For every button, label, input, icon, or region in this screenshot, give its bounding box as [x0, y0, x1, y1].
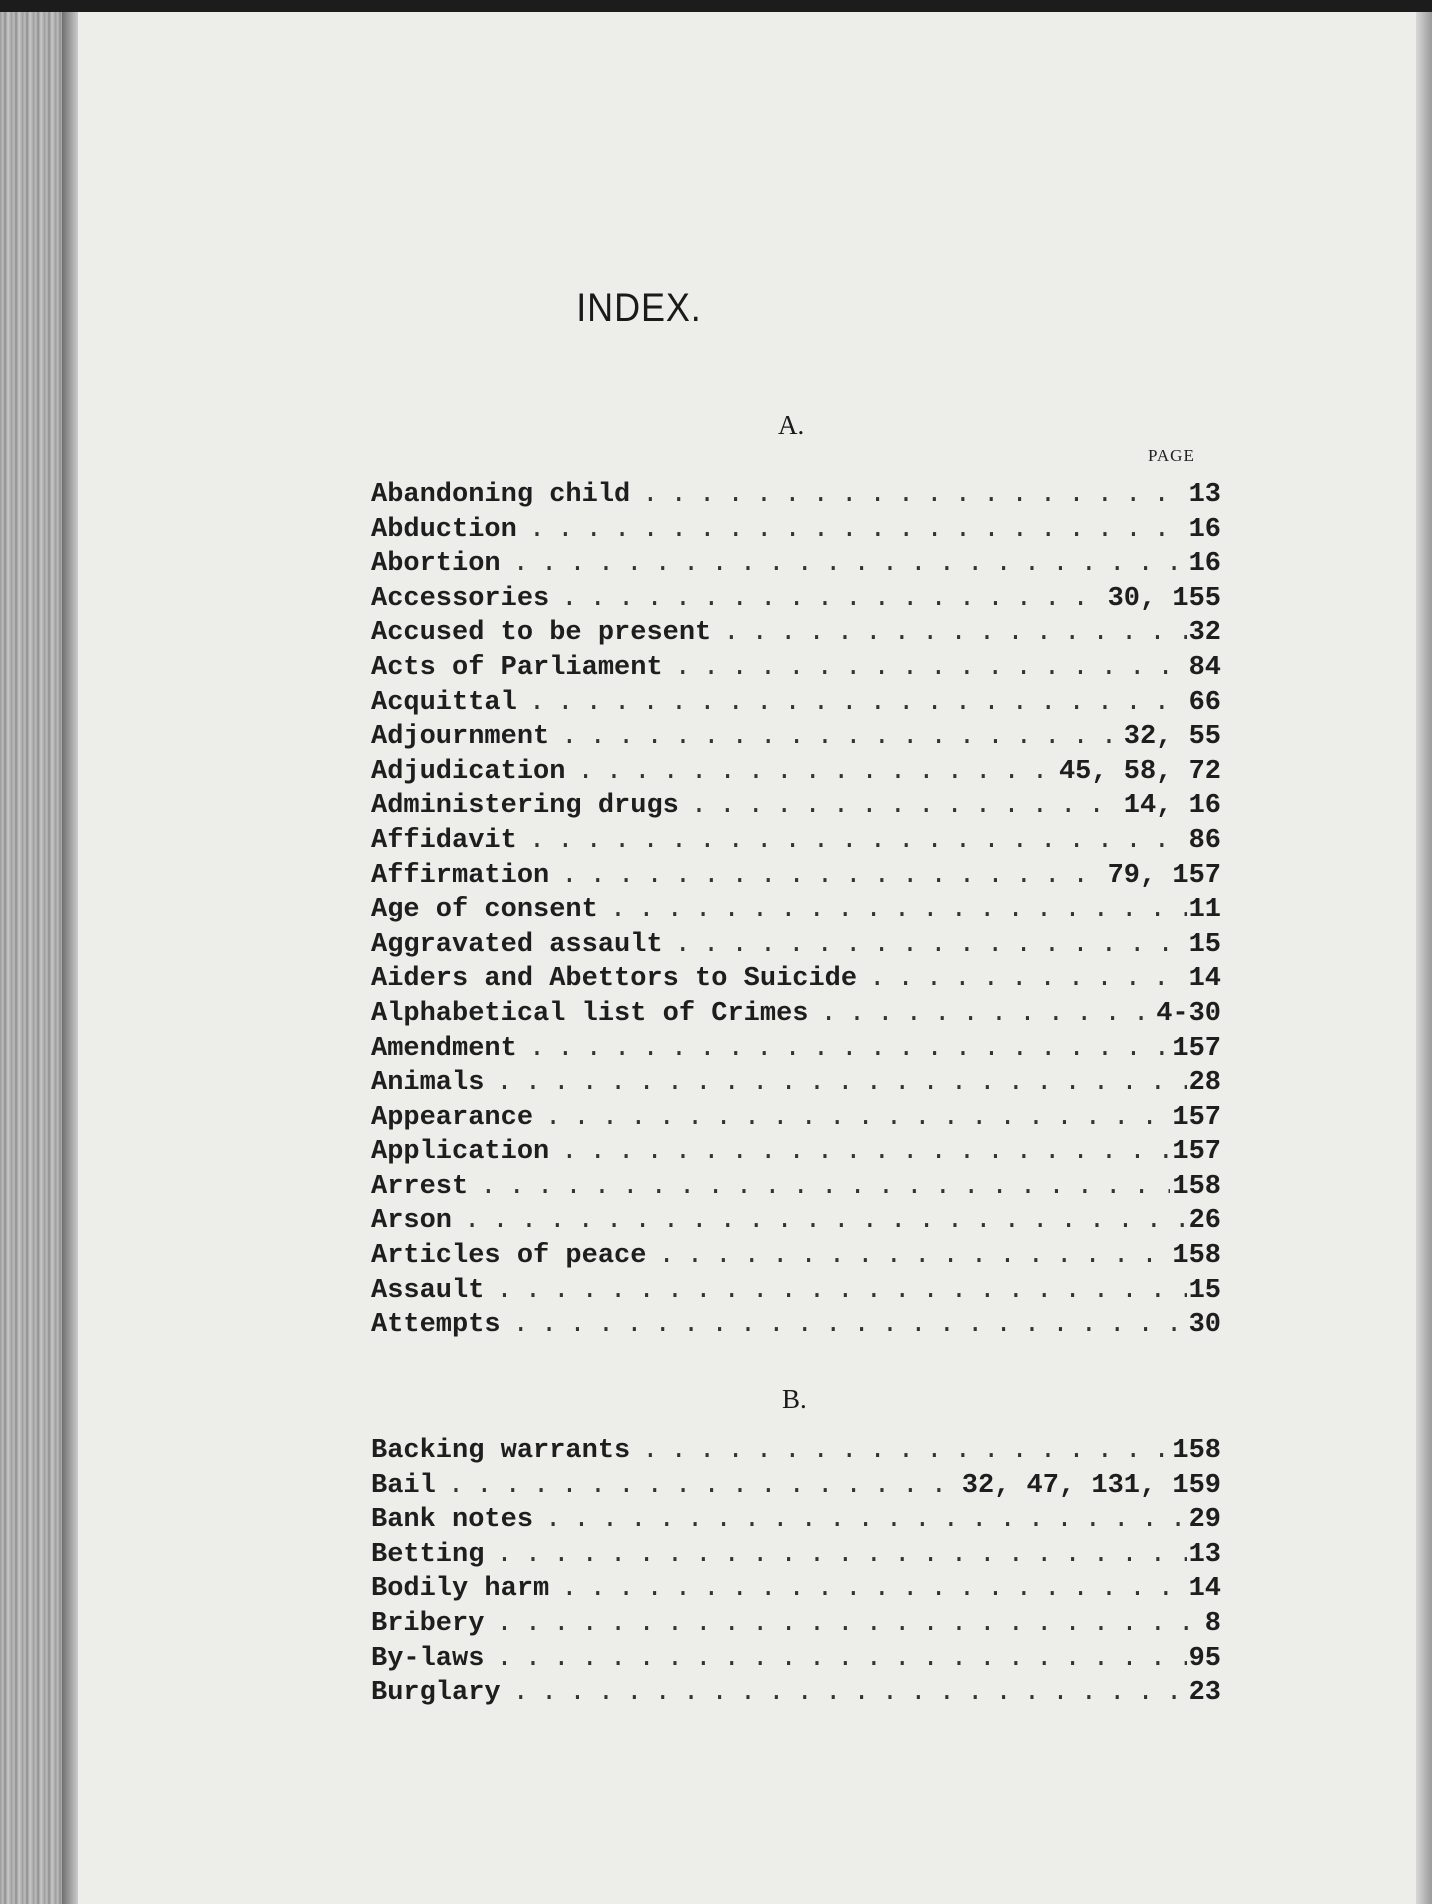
dot-leader	[529, 513, 1187, 548]
index-entry	[371, 893, 1221, 928]
index-page-numbers: 157	[1172, 1102, 1221, 1133]
index-page-numbers: 11	[1188, 895, 1221, 926]
index-term: Burglary	[371, 1678, 501, 1709]
index-term: Attempts	[371, 1310, 501, 1341]
index-term: Backing warrants	[371, 1436, 631, 1466]
index-page-numbers: 15	[1188, 1275, 1221, 1306]
index-term: Articles of peace	[371, 1241, 647, 1272]
index-entry	[371, 1469, 1221, 1504]
index-term: Adjournment	[371, 722, 550, 753]
index-entry	[371, 1101, 1221, 1136]
index-term: Alphabetical list of Crimes	[371, 998, 809, 1029]
index-entry	[371, 686, 1221, 721]
index-page-numbers: 8	[1204, 1608, 1221, 1639]
index-term: Amendment	[371, 1033, 517, 1064]
index-page-numbers: 158	[1172, 1241, 1221, 1272]
index-page-numbers: 45, 58, 72	[1058, 756, 1221, 787]
index-page-numbers: 158	[1172, 1436, 1221, 1466]
dot-leader	[529, 686, 1187, 721]
index-page-numbers: 158	[1172, 1171, 1221, 1202]
index-term: Abortion	[371, 549, 501, 580]
index-page-numbers: 79, 157	[1107, 860, 1221, 891]
index-page-numbers: 14	[1188, 1574, 1221, 1605]
section-heading-b: B.	[782, 1384, 807, 1414]
index-page-numbers: 32	[1188, 618, 1221, 649]
dot-leader	[675, 928, 1187, 963]
index-entry	[371, 478, 1221, 513]
index-list-b	[371, 1434, 1221, 1711]
page-title: INDEX.	[576, 286, 702, 330]
index-entry	[371, 1135, 1221, 1170]
index-term: Acquittal	[371, 687, 517, 718]
dot-leader	[561, 859, 1105, 894]
index-page-numbers: 84	[1188, 652, 1221, 683]
dot-leader	[545, 1503, 1187, 1538]
index-entry	[371, 789, 1221, 824]
index-entry	[371, 1538, 1221, 1573]
index-page-numbers: 16	[1188, 514, 1221, 545]
index-entry	[371, 616, 1221, 651]
dot-leader	[642, 1434, 1170, 1469]
index-entry	[371, 928, 1221, 963]
index-term: Bodily harm	[371, 1574, 550, 1605]
dot-leader	[448, 1469, 960, 1504]
index-entry	[371, 1676, 1221, 1711]
index-term: Betting	[371, 1539, 485, 1570]
right-page-edge	[1416, 12, 1432, 1904]
index-entry	[371, 962, 1221, 997]
dot-leader	[529, 824, 1187, 859]
index-entry	[371, 547, 1221, 582]
index-term: Appearance	[371, 1102, 534, 1133]
dot-leader	[480, 1170, 1170, 1205]
dot-leader	[675, 651, 1187, 686]
dot-leader	[723, 616, 1186, 651]
index-entry	[371, 1308, 1221, 1343]
index-term: Abandoning child	[371, 480, 631, 510]
dot-leader	[496, 1538, 1186, 1573]
index-entry	[371, 997, 1221, 1032]
index-term: Bail	[371, 1470, 436, 1501]
dot-leader	[496, 1274, 1186, 1309]
index-page-numbers: 14	[1188, 964, 1221, 995]
index-entry	[371, 1204, 1221, 1239]
dot-leader	[529, 1032, 1171, 1067]
index-term: Aggravated assault	[371, 929, 663, 960]
index-term: Affidavit	[371, 825, 517, 856]
index-entry	[371, 1066, 1221, 1101]
index-page-numbers: 29	[1188, 1505, 1221, 1536]
index-term: Aiders and Abettors to Suicide	[371, 964, 858, 995]
dot-leader	[513, 1308, 1187, 1343]
index-page-numbers: 23	[1188, 1678, 1221, 1709]
dot-leader	[496, 1066, 1186, 1101]
index-term: Accused to be present	[371, 618, 712, 649]
index-entry	[371, 720, 1221, 755]
dot-leader	[513, 1676, 1187, 1711]
dot-leader	[642, 478, 1186, 513]
index-page-numbers: 4-30	[1156, 998, 1221, 1029]
index-page-numbers: 66	[1188, 687, 1221, 718]
index-term: Bribery	[371, 1608, 485, 1639]
dot-leader	[869, 962, 1187, 997]
dot-leader	[496, 1607, 1202, 1642]
index-page-numbers: 28	[1188, 1068, 1221, 1099]
dot-leader	[545, 1101, 1170, 1136]
index-term: Bank notes	[371, 1505, 534, 1536]
index-term: Animals	[371, 1068, 485, 1099]
dot-leader	[561, 1572, 1186, 1607]
index-entry	[371, 1032, 1221, 1067]
index-page-numbers: 32, 47, 131, 159	[961, 1470, 1221, 1501]
index-page-numbers: 30	[1188, 1310, 1221, 1341]
index-entry	[371, 1239, 1221, 1274]
index-entry	[371, 1642, 1221, 1677]
index-entry	[371, 859, 1221, 894]
dot-leader	[464, 1204, 1187, 1239]
dot-leader	[820, 997, 1154, 1032]
dot-leader	[561, 582, 1105, 617]
index-entry	[371, 1572, 1221, 1607]
index-page-numbers: 26	[1188, 1206, 1221, 1237]
index-entry	[371, 755, 1221, 790]
index-page-numbers: 157	[1172, 1033, 1221, 1064]
index-term: Adjudication	[371, 756, 566, 787]
dot-leader	[513, 547, 1187, 582]
index-page-numbers: 157	[1172, 1137, 1221, 1168]
scan-top-border	[0, 0, 1432, 12]
section-heading-a: A.	[778, 410, 805, 440]
index-term: Age of consent	[371, 895, 598, 926]
index-page-numbers: 95	[1188, 1643, 1221, 1674]
index-entry	[371, 1607, 1221, 1642]
dot-leader	[577, 755, 1057, 790]
dot-leader	[610, 893, 1187, 928]
index-term: Accessories	[371, 583, 550, 614]
index-page-numbers: 32, 55	[1123, 722, 1221, 753]
index-term: Application	[371, 1137, 550, 1168]
index-entry	[371, 651, 1221, 686]
index-term: Acts of Parliament	[371, 652, 663, 683]
index-term: Abduction	[371, 514, 517, 545]
index-entry	[371, 1274, 1221, 1309]
index-term: Assault	[371, 1275, 485, 1306]
index-page-numbers: 13	[1188, 480, 1221, 510]
index-entry	[371, 1434, 1221, 1469]
index-page-numbers: 15	[1188, 929, 1221, 960]
index-entry	[371, 1503, 1221, 1538]
index-entry	[371, 513, 1221, 548]
index-page-numbers: 13	[1188, 1539, 1221, 1570]
index-entry	[371, 1170, 1221, 1205]
index-entry	[371, 582, 1221, 617]
index-page-numbers: 86	[1188, 825, 1221, 856]
index-entry	[371, 824, 1221, 859]
index-page-numbers: 16	[1188, 549, 1221, 580]
index-term: Administering drugs	[371, 791, 679, 822]
index-term: Arson	[371, 1206, 453, 1237]
index-list-a	[371, 478, 1221, 1343]
index-term: Arrest	[371, 1171, 469, 1202]
index-term: By-laws	[371, 1643, 485, 1674]
dot-leader	[496, 1642, 1186, 1677]
page-column-header: PAGE	[1148, 446, 1195, 465]
dot-leader	[658, 1239, 1170, 1274]
dot-leader	[691, 789, 1122, 824]
index-page-numbers: 14, 16	[1123, 791, 1221, 822]
dot-leader	[561, 720, 1122, 755]
dot-leader	[561, 1135, 1170, 1170]
index-term: Affirmation	[371, 860, 550, 891]
index-page-numbers: 30, 155	[1107, 583, 1221, 614]
